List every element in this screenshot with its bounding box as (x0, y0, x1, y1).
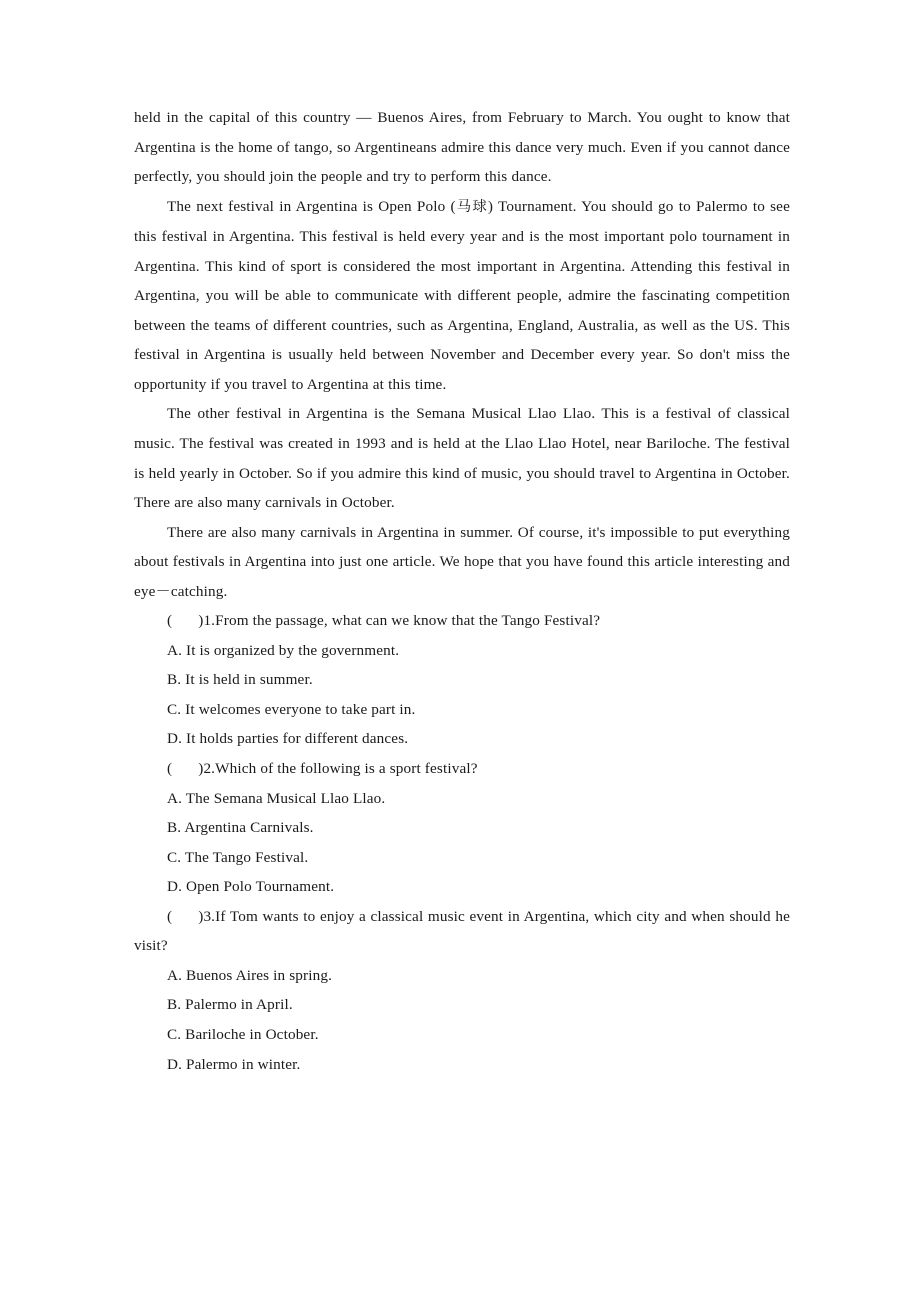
question-2-choice-c[interactable]: C. The Tango Festival. (167, 848, 309, 866)
paragraph-text-after-gloss: ) Tournament. You should go to Palermo to see this festival in Argentina. This festival is held every year and is the most important polo tournament in Argentina. This kind of sport is considered the most important in Argentina. Attending this festival in Argentina, you will be able to communicate with different people, admire the fascinating competition between the teams of different countries, such as Argentina, England, Australia, as well as the US. This festival in Argentina is usually held between November and December every year. So don't miss the opportunity if you travel to Argentina at this time. (134, 197, 790, 393)
paragraph-text-before-gloss: The next festival in Argentina is Open Polo ( (167, 197, 456, 215)
question-3-choice-c[interactable]: C. Bariloche in October. (167, 1025, 319, 1043)
question-number-2: 2. (203, 760, 216, 778)
document-body (134, 103, 790, 1079)
question-2-choice-d[interactable]: D. Open Polo Tournament. (167, 878, 335, 896)
question-number-3: 3. (203, 907, 216, 925)
question-2-choice-b[interactable]: B. Argentina Carnivals. (167, 819, 314, 837)
question-2-stem (134, 754, 790, 784)
question-1-stem (134, 606, 790, 636)
question-3-choice-a[interactable]: A. Buenos Aires in spring. (167, 966, 333, 984)
question-1-choice-b[interactable]: B. It is held in summer. (167, 671, 313, 689)
answer-bracket-close-2: ) (198, 760, 204, 778)
question-number-1: 1. (203, 612, 216, 630)
paragraph-carnivals-closing: There are also many carnivals in Argentina in summer. Of course, it's impossible to put everything about festivals in Argentina into just one article. We hope that you have found this article interesting and eye－catching. (134, 523, 790, 600)
answer-bracket-close-3: ) (198, 907, 204, 925)
question-text-2: Which of the following is a sport festival? (215, 760, 478, 778)
paragraph-semana-musical: The other festival in Argentina is the Semana Musical Llao Llao. This is a festival of classical music. The festival was created in 1993 and is held at the Llao Llao Hotel, near Bariloche. The festival is held yearly in October. So if you admire this kind of music, you should travel to Argentina in October. There are also many carnivals in October. (134, 405, 790, 512)
chinese-gloss-polo: 马球 (455, 198, 488, 215)
question-1-choice-a[interactable]: A. It is organized by the government. (167, 641, 400, 659)
answer-bracket-open-1: ( (167, 612, 173, 630)
question-text-3: If Tom wants to enjoy a classical music event in Argentina, which city and when should he visit? (134, 907, 790, 955)
question-2-choice-a[interactable]: A. The Semana Musical Llao Llao. (167, 789, 386, 807)
answer-bracket-close-1: ) (198, 612, 204, 630)
question-1-choice-d[interactable]: D. It holds parties for different dances. (167, 730, 409, 748)
question-3-choice-d[interactable]: D. Palermo in winter. (167, 1055, 301, 1073)
paragraph-continuation: held in the capital of this country — Buenos Aires, from February to March. You ought to know that Argentina is the home of tango, so Argentineans admire this dance very much. Even if you cannot dance perfectly, you should join the people and try to perform this dance. (134, 109, 790, 186)
question-text-1: From the passage, what can we know that the Tango Festival? (215, 612, 601, 630)
paragraph-polo-festival (134, 192, 790, 400)
question-3-choice-b[interactable]: B. Palermo in April. (167, 996, 293, 1014)
answer-bracket-open-2: ( (167, 760, 173, 778)
answer-bracket-open-3: ( (167, 907, 173, 925)
question-1-choice-c[interactable]: C. It welcomes everyone to take part in. (167, 700, 416, 718)
question-3-stem (134, 902, 790, 961)
